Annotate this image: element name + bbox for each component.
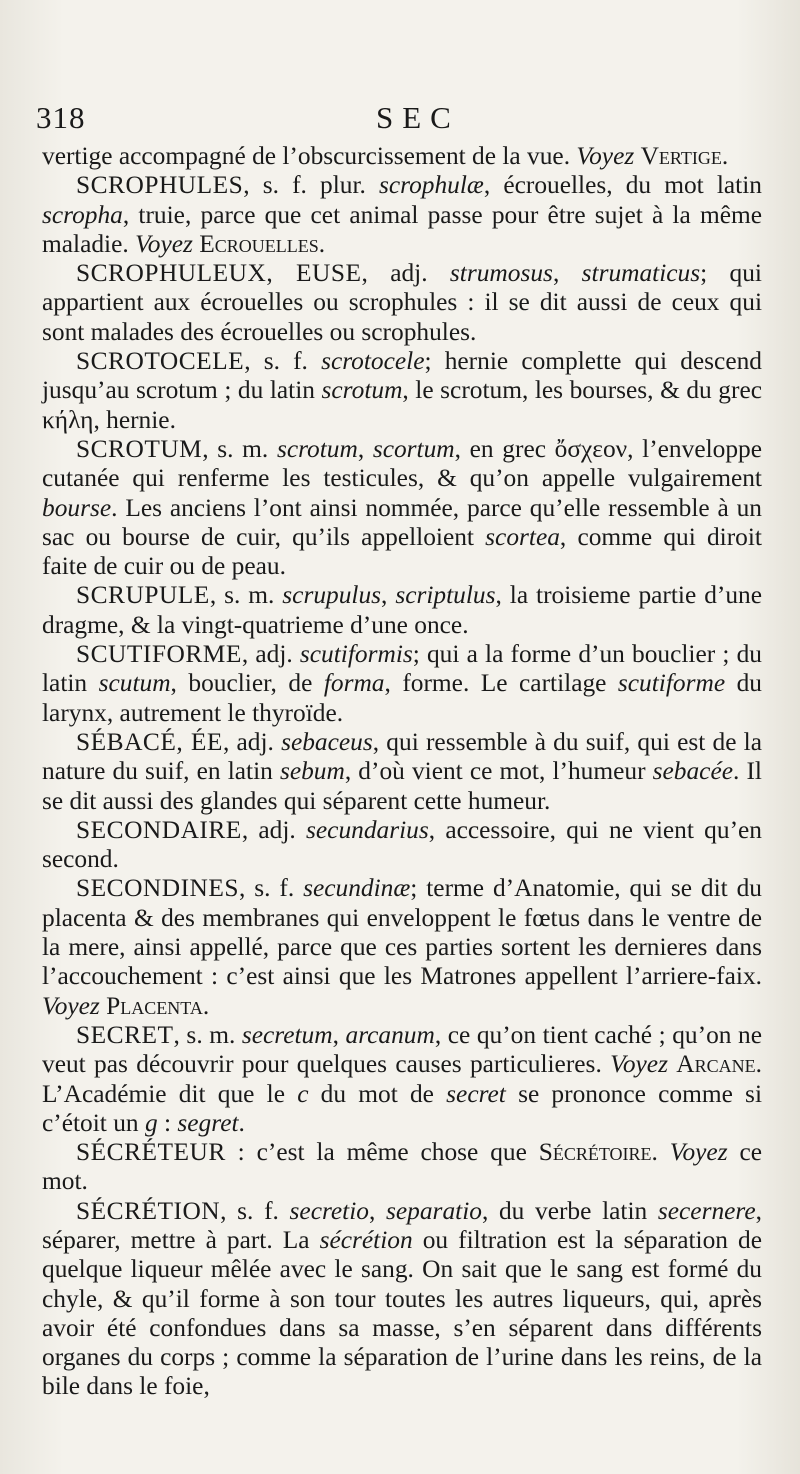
italic-term: scropha	[42, 200, 123, 229]
cross-reference: Sécrétoire	[538, 1138, 652, 1167]
entry-text: , adj.	[222, 727, 282, 756]
italic-term: scutiforme	[617, 669, 726, 698]
entry-text: , qui ressemble à du suif, qui est de la nature du suif, en latin	[42, 727, 762, 786]
entry-text: , bouclier, de	[170, 669, 324, 698]
entry-text: ,	[552, 259, 582, 288]
italic-term: c	[297, 1079, 309, 1108]
italic-term: scrotum	[276, 434, 358, 463]
italic-term: scrophulæ	[378, 171, 484, 200]
italic-term: strumaticus	[581, 259, 701, 288]
italic-term: scriptulus	[395, 581, 496, 610]
entry-text: , s. m.	[173, 1020, 242, 1049]
italic-term: arcanum	[345, 1020, 435, 1049]
entry-text: ,	[368, 1196, 387, 1225]
dictionary-entry	[42, 874, 762, 1020]
cross-reference: Vertige	[640, 142, 722, 170]
entry-headword: SCROPHULES	[76, 171, 244, 200]
entry-text: , adj.	[241, 815, 307, 844]
entry-headword: SECRET	[76, 1020, 174, 1049]
entry-headword: SECONDINES	[76, 874, 239, 903]
entry-text: ,	[381, 581, 396, 610]
entry-text: , d’où vient ce mot, l’humeur	[344, 757, 653, 786]
entry-text: , s. f.	[244, 347, 322, 376]
italic-term: scrotum	[321, 376, 403, 405]
entry-text: , s. f.	[239, 874, 304, 903]
italic-term: segret	[177, 1108, 239, 1137]
italic-term: g	[144, 1108, 158, 1137]
italic-term: bourse	[42, 493, 112, 522]
dictionary-entry	[42, 1021, 762, 1138]
italic-term: secret	[446, 1079, 506, 1108]
entry-text: ,	[357, 434, 373, 463]
dictionary-entry	[42, 640, 762, 728]
entry-headword: SCROTOCELE	[76, 347, 245, 376]
entry-text: se prononce comme si c’étoit un	[42, 1079, 762, 1137]
italic-term: separatio	[386, 1196, 482, 1225]
entry-text: . L’Académie dit que le	[42, 1050, 762, 1108]
cross-reference: Placenta	[106, 991, 203, 1020]
entry-text: , adj.	[361, 259, 450, 288]
italic-term: secundinæ	[303, 874, 411, 903]
dictionary-entry	[42, 435, 762, 581]
entry-text: , séparer, mettre à part. La	[42, 1196, 762, 1254]
entry-text: , écrouelles, du mot latin	[483, 171, 762, 200]
dictionary-entry	[42, 1138, 762, 1197]
cross-reference: Arcane	[676, 1050, 756, 1079]
entry-text: , s. f. plur.	[243, 171, 379, 200]
entry-headword: SÉBACÉ, ÉE	[76, 727, 223, 756]
italic-term: scrotocele	[321, 347, 425, 376]
entry-text: , truie, parce que cet animal passe pour être sujet à la même maladie.	[42, 200, 762, 258]
entry-text: , en grec ὄσχεον, l’enveloppe cutanée qui renferme les testicules, & qu’on appelle vulgairement	[42, 434, 762, 493]
entry-text: , le scrotum, les bourses, & du grec κήλη, hernie.	[42, 376, 762, 434]
entry-text: du larynx, autrement le thyroïde.	[42, 669, 762, 727]
italic-term: scortum	[372, 434, 455, 463]
italic-term: secretum	[241, 1020, 333, 1049]
entry-text: : c’est la même chose que	[225, 1138, 539, 1167]
italic-term: Voyez	[610, 1050, 668, 1079]
dictionary-entry	[42, 581, 762, 640]
entry-headword: SCROPHULEUX, EUSE	[76, 259, 362, 288]
italic-term: secundarius	[306, 815, 429, 844]
page-header	[36, 100, 760, 140]
entry-text: , comme qui diroit faite de cuir ou de peau.	[42, 522, 762, 581]
entry-text: ; hernie complette qui descend jusqu’au scrotum ; du latin	[42, 347, 762, 405]
dictionary-entry	[42, 728, 762, 816]
italic-term: scrupulus	[282, 581, 382, 610]
dictionary-entry	[42, 347, 762, 435]
entry-text: du mot de	[308, 1079, 447, 1108]
dictionary-entry	[42, 259, 762, 347]
running-head: SEC	[376, 100, 460, 135]
entry-text: ; qui a la forme d’un bouclier ; du latin	[42, 640, 762, 698]
entry-text: ; qui appartient aux écrouelles ou scrophules : il se dit aussi de ceux qui sont malades des écrouelles ou scrophules.	[42, 259, 762, 346]
italic-term: forma	[323, 669, 385, 698]
entry-headword: SÉCRÉTION	[76, 1196, 221, 1225]
entry-headword: SECONDAIRE	[76, 815, 242, 844]
entry-headword: SCROTUM	[76, 434, 203, 463]
italic-term: sebum	[279, 757, 345, 786]
italic-term: sécrétion	[319, 1225, 413, 1254]
italic-term: Voyez	[42, 991, 100, 1020]
entry-text: :	[157, 1108, 178, 1137]
italic-term: sebacée	[652, 757, 733, 786]
entry-headword: SÉCRÉTEUR	[76, 1138, 226, 1167]
dictionary-entry	[42, 1197, 762, 1402]
dictionary-entry	[42, 816, 762, 875]
italic-term: Voyez	[669, 1138, 728, 1167]
entry-text: , s. m.	[209, 581, 283, 610]
entry-text: .	[238, 1108, 245, 1137]
entry-text: .	[318, 229, 326, 258]
italic-term: Voyez	[135, 229, 193, 258]
entry-text: , ce qu’on tient caché ; qu’on ne veut pas découvrir pour quelques causes particulieres.	[42, 1020, 762, 1079]
entry-text: ce mot.	[42, 1138, 762, 1196]
italic-term: secernere	[657, 1196, 756, 1225]
entry-text: ou filtration est la séparation de quelque liqueur mêlée avec le sang. On sait que le sang est formé du chyle, & qu’il forme à son tour toutes les autres liqueurs, qui, après avoir été confondues dans sa masse, s’en séparent dans différents organes du corps ; comme la séparation de l’urine dans les reins, de la bile dans le foie,	[42, 1225, 762, 1401]
entry-text: , forme. Le cartilage	[384, 669, 618, 698]
entry-text: , s. m.	[202, 434, 277, 463]
cross-reference: Ecrouelles	[199, 229, 319, 258]
italic-term: Voyez	[576, 142, 635, 170]
entry-text: , adj.	[241, 640, 300, 669]
entry-text: , du verbe latin	[481, 1196, 658, 1225]
page-number: 318	[36, 100, 86, 135]
entry-text: , la troisieme partie d’une dragme, & la vingt-quatrieme d’une once.	[42, 581, 762, 639]
entry-text: . Les anciens l’ont ainsi nommée, parce qu’elle ressemble à un sac ou bourse de cuir, qu’ils appelloient	[42, 493, 762, 551]
entry-list	[42, 142, 762, 1402]
entry-text: .	[651, 1138, 670, 1167]
entry-text: .	[721, 142, 729, 170]
italic-term: scortea	[485, 522, 560, 551]
entry-text: vertige accompagné de l’obscurcissement de la vue.	[42, 142, 577, 170]
italic-term: sebaceus	[281, 727, 373, 756]
entry-text: ; terme d’Anatomie, qui se dit du placenta & des membranes qui enveloppent le fœtus dans le ventre de la mere, ainsi appellé, parce que ces parties sortent les dernieres dans l’accouchement : c’est ainsi que les Matrones appellent l’arriere-faix.	[42, 874, 762, 991]
entry-text: ,	[332, 1020, 346, 1049]
entry-headword: SCRUPULE	[76, 581, 210, 610]
italic-term: secretio	[289, 1196, 369, 1225]
dictionary-entry	[42, 171, 762, 259]
italic-term: scutiformis	[299, 640, 413, 669]
entry-text: , accessoire, qui ne vient qu’en second.	[42, 815, 762, 874]
entry-continuation	[42, 142, 762, 171]
italic-term: strumosus	[449, 259, 553, 288]
entry-text: . Il se dit aussi des glandes qui séparent cette humeur.	[42, 757, 762, 815]
entry-text: , s. f.	[220, 1196, 290, 1225]
entry-text: .	[202, 991, 210, 1020]
italic-term: scutum	[98, 669, 171, 698]
entry-headword: SCUTIFORME	[76, 640, 242, 669]
